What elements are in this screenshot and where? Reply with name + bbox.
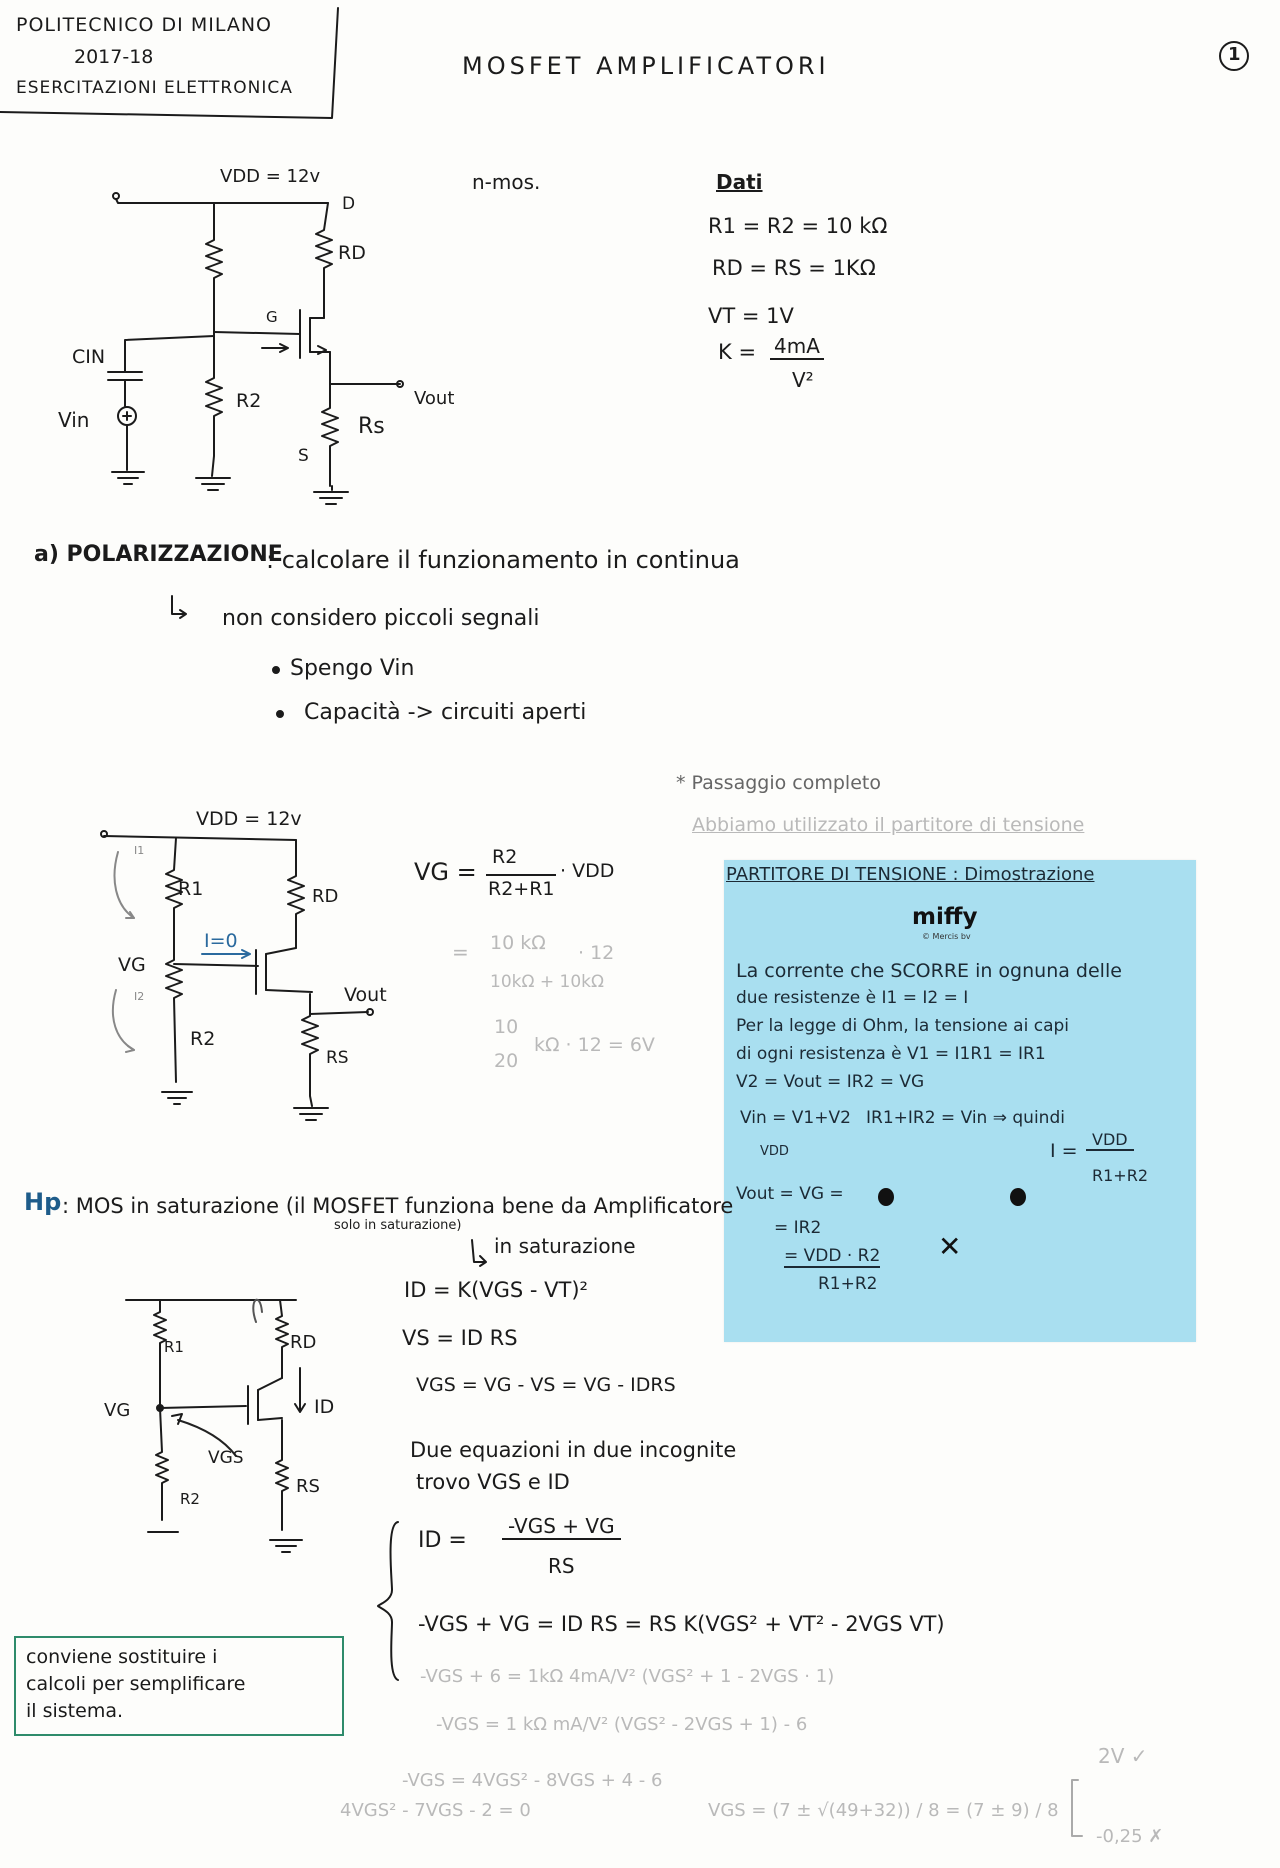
sticky-line-1: La corrente che SCORRE in ognuna delle	[736, 960, 1122, 982]
bullet-dot-2	[277, 711, 283, 717]
page-number: 1	[1228, 44, 1241, 65]
sticky-line-5: V2 = Vout = IR2 = VG	[736, 1072, 925, 1092]
bullet-capacita: Capacità -> circuiti aperti	[304, 700, 587, 725]
sticky-line-9: = IR2	[774, 1218, 822, 1238]
dati-rd-rs: RD = RS = 1KΩ	[712, 256, 876, 280]
school-name: POLITECNICO DI MILANO	[16, 14, 273, 36]
vg-step2-den: 20	[494, 1050, 519, 1072]
sys-eq1-num: -VGS + VG	[502, 1514, 621, 1540]
c1-drain-label: D	[342, 194, 356, 214]
green-tip-line-2: calcoli per semplificare	[26, 1673, 246, 1695]
dati-k-label: K =	[718, 340, 757, 364]
page-title: MOSFET AMPLIFICATORI	[462, 52, 830, 80]
course-name: ESERCITAZIONI ELETTRONICA	[16, 78, 293, 98]
c3-r1-label: R1	[164, 1338, 184, 1356]
faint-step-2: -VGS = 1 kΩ mA/V² (VGS² - 2VGS + 1) - 6	[436, 1714, 808, 1735]
academic-year: 2017-18	[74, 46, 154, 68]
sticky-line-6a: Vin = V1+V2	[740, 1108, 851, 1128]
c2-gate-current: I=0	[204, 930, 238, 952]
bullet-dot-1	[273, 667, 279, 673]
dati-heading: Dati	[716, 170, 763, 194]
c3-rs-label: RS	[296, 1476, 320, 1497]
c3-id-label: ID	[314, 1396, 335, 1418]
sticky-note-partitore	[724, 860, 1196, 1342]
sys-eq1-den: RS	[548, 1554, 575, 1578]
sticky-line-7a: VDD	[760, 1144, 789, 1159]
two-equations-line1: Due equazioni in due incognite	[410, 1438, 737, 1462]
c2-rd-label: RD	[312, 886, 339, 907]
c1-vin-label: Vin	[58, 408, 90, 432]
dati-k-num: 4mA	[770, 334, 824, 360]
vg-fraction-bar	[486, 874, 556, 876]
sticky-line-10-den: R1+R2	[818, 1274, 878, 1294]
sticky-i-label: I =	[1050, 1140, 1078, 1162]
vg-step1-mult: · 12	[578, 942, 615, 964]
hp-text: : MOS in saturazione (il MOSFET funziona bene da Amplificatore	[62, 1194, 734, 1218]
vg-step2-result: kΩ · 12 = 6V	[534, 1034, 655, 1056]
hp-arrow-text: in saturazione	[494, 1234, 636, 1258]
sticky-i-num: VDD	[1086, 1130, 1134, 1151]
c1-source-label: S	[298, 446, 309, 466]
sticky-heading: PARTITORE DI TENSIONE : Dimostrazione	[726, 864, 1095, 885]
c1-rs-label: Rs	[358, 414, 385, 439]
circuit-1	[108, 193, 403, 504]
c2-vg-label: VG	[118, 954, 146, 976]
sticky-i-den: R1+R2	[1092, 1166, 1148, 1185]
c2-vout-label: Vout	[344, 984, 387, 1006]
c2-r2-label: R2	[190, 1028, 216, 1050]
green-tip-line-3: il sistema.	[26, 1700, 124, 1722]
faint-step-4: 4VGS² - 7VGS - 2 = 0	[340, 1800, 531, 1821]
faint-step-5: VGS = (7 ± √(49+32)) / 8 = (7 ± 9) / 8	[708, 1800, 1059, 1821]
vg-formula-mult: · VDD	[560, 860, 615, 882]
c2-vdd-label: VDD = 12v	[196, 808, 302, 830]
hp-label: Hp	[24, 1188, 62, 1216]
nmos-type: n-mos.	[472, 170, 541, 194]
eq-id: ID = K(VGS - VT)²	[404, 1278, 588, 1302]
sys-eq2: -VGS + VG = ID RS = RS K(VGS² + VT² - 2VGS VT)	[418, 1612, 945, 1636]
miffy-logo: miffy	[912, 904, 978, 930]
vg-formula-num: R2	[492, 846, 518, 868]
c1-vdd-label: VDD = 12v	[220, 166, 321, 187]
miffy-eye-left-icon	[878, 1188, 894, 1206]
hp-text-2: solo in saturazione)	[334, 1218, 462, 1233]
sticky-line-2: due resistenze è I1 = I2 = I	[736, 988, 969, 1008]
green-tip-line-1: conviene sostituire i	[26, 1646, 218, 1668]
vg-step1-den: 10kΩ + 10kΩ	[490, 972, 604, 992]
miffy-logo-sub: © Mercis bv	[922, 932, 971, 941]
bullet-spengo-vin: Spengo Vin	[290, 656, 415, 681]
result-positive: 2V ✓	[1098, 1744, 1148, 1768]
arrow-sub	[172, 596, 186, 618]
sticky-line-8: Vout = VG =	[736, 1184, 844, 1204]
dati-r1-r2: R1 = R2 = 10 kΩ	[708, 214, 888, 238]
c2-rs-label: RS	[326, 1048, 349, 1068]
vg-formula-lhs: VG =	[414, 858, 477, 886]
vg-step-equals: =	[452, 940, 469, 964]
system-brace	[378, 1522, 398, 1680]
result-bracket	[1072, 1780, 1082, 1836]
c1-r2-label: R2	[236, 390, 262, 412]
c3-rd-label: RD	[290, 1332, 317, 1353]
faint-step-3: -VGS = 4VGS² - 8VGS + 4 - 6	[402, 1770, 663, 1791]
c1-gate-label: G	[266, 308, 278, 326]
c3-vgs-label: VGS	[208, 1448, 244, 1468]
two-equations-line2: trovo VGS e ID	[416, 1470, 570, 1494]
sys-eq1-lhs: ID =	[418, 1528, 467, 1553]
c3-vg-label: VG	[104, 1400, 131, 1421]
hp-arrow	[472, 1240, 486, 1266]
eq-vgs: VGS = VG - VS = VG - IDRS	[416, 1374, 676, 1396]
c1-cin-label: CIN	[72, 346, 106, 368]
note-passaggio: * Passaggio completo	[676, 772, 881, 794]
c2-i2-label: I2	[134, 990, 145, 1003]
sticky-line-6b: IR1+IR2 = Vin ⇒ quindi	[866, 1108, 1065, 1128]
dati-vt: VT = 1V	[708, 304, 794, 328]
c1-vout-label: Vout	[414, 388, 455, 409]
vg-step2-num: 10	[494, 1016, 519, 1038]
sticky-line-4: di ogni resistenza è V1 = I1R1 = IR1	[736, 1044, 1046, 1064]
sticky-line-3: Per la legge di Ohm, la tensione ai capi	[736, 1016, 1069, 1036]
dati-k-den: V²	[792, 368, 814, 392]
c2-r1-label: R1	[178, 878, 204, 900]
c2-i1-label: I1	[134, 844, 145, 857]
vg-step1-num: 10 kΩ	[490, 932, 546, 954]
c3-r2-label: R2	[180, 1490, 200, 1508]
miffy-eye-right-icon	[1010, 1188, 1026, 1206]
vg-formula-den: R2+R1	[488, 878, 555, 900]
sticky-line-10-num: = VDD · R2	[784, 1246, 881, 1266]
faint-step-1: -VGS + 6 = 1kΩ 4mA/V² (VGS² + 1 - 2VGS · 1)	[420, 1666, 835, 1687]
eq-vs: VS = ID RS	[402, 1326, 518, 1350]
circuit-3	[126, 1300, 305, 1552]
green-tip-box	[14, 1636, 344, 1736]
section-a-description: : calcolare il funzionamento in continua	[266, 546, 740, 574]
c1-rd-label: RD	[338, 242, 366, 264]
result-negative: -0,25 ✗	[1096, 1826, 1164, 1847]
note-partitore-used: Abbiamo utilizzato il partitore di tensione	[692, 814, 1085, 836]
section-a-title: a) POLARIZZAZIONE	[34, 542, 283, 567]
miffy-mouth-icon: ✕	[938, 1230, 962, 1263]
no-small-signals: non considero piccoli segnali	[222, 606, 540, 631]
